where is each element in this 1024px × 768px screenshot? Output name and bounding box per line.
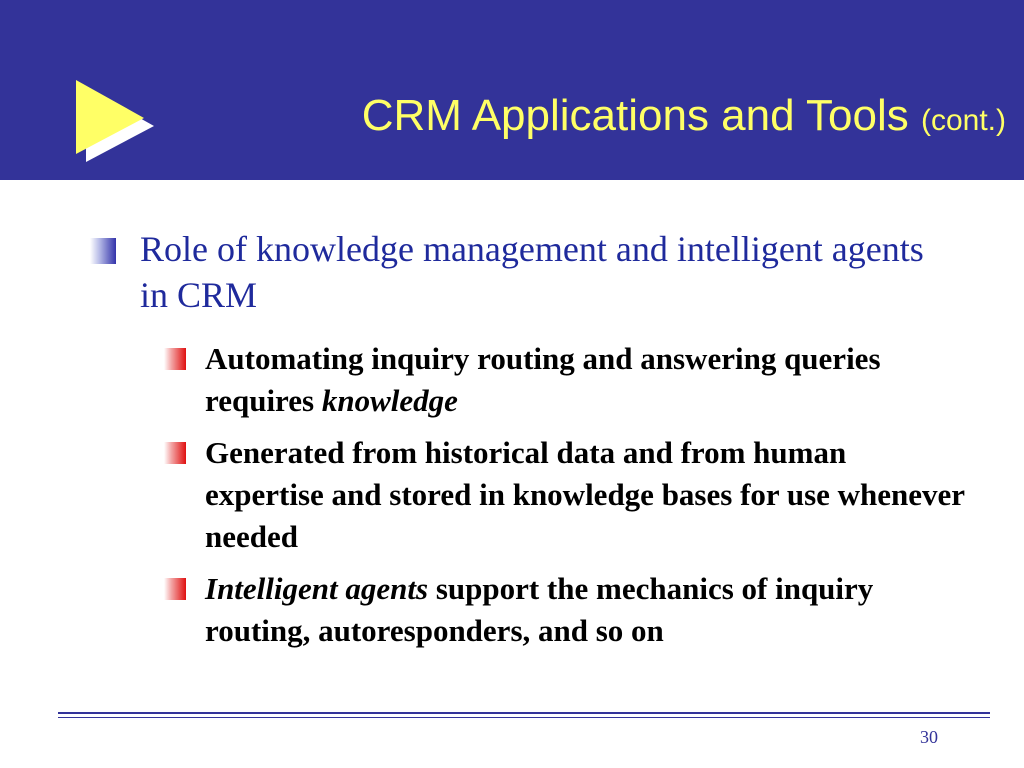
slide-header xyxy=(0,0,1024,180)
sub-bullet-3 xyxy=(205,568,965,652)
slide-title-main: CRM Applications and Tools xyxy=(361,91,909,140)
sub-bullet-2: Generated from historical data and from human expertise and stored in knowledge bases for use whenever needed xyxy=(205,435,965,554)
main-bullet-text: Role of knowledge management and intelligent agents in CRM xyxy=(140,229,924,315)
square-bullet-icon xyxy=(90,238,116,264)
sub-bullet-1-emphasis: knowledge xyxy=(321,383,458,418)
play-triangle-icon xyxy=(70,70,160,165)
square-bullet-icon xyxy=(164,348,186,370)
sub-bullet-3-text: support the mechanics of inquiry routing, autoresponders, and so on xyxy=(205,571,874,648)
footer-divider xyxy=(58,712,990,720)
page-number: 30 xyxy=(920,727,938,747)
sub-bullet-3-emphasis: Intelligent agents xyxy=(205,571,429,606)
sub-bullet-1-text: Automating inquiry routing and answering queries requires xyxy=(205,341,881,418)
square-bullet-icon xyxy=(164,442,186,464)
sub-bullet-1 xyxy=(205,338,965,422)
slide-title xyxy=(362,90,1006,147)
footer-line-thick xyxy=(58,712,990,714)
footer-line-thin xyxy=(58,717,990,718)
slide-title-suffix: (cont.) xyxy=(920,104,1006,137)
square-bullet-icon xyxy=(164,578,186,600)
